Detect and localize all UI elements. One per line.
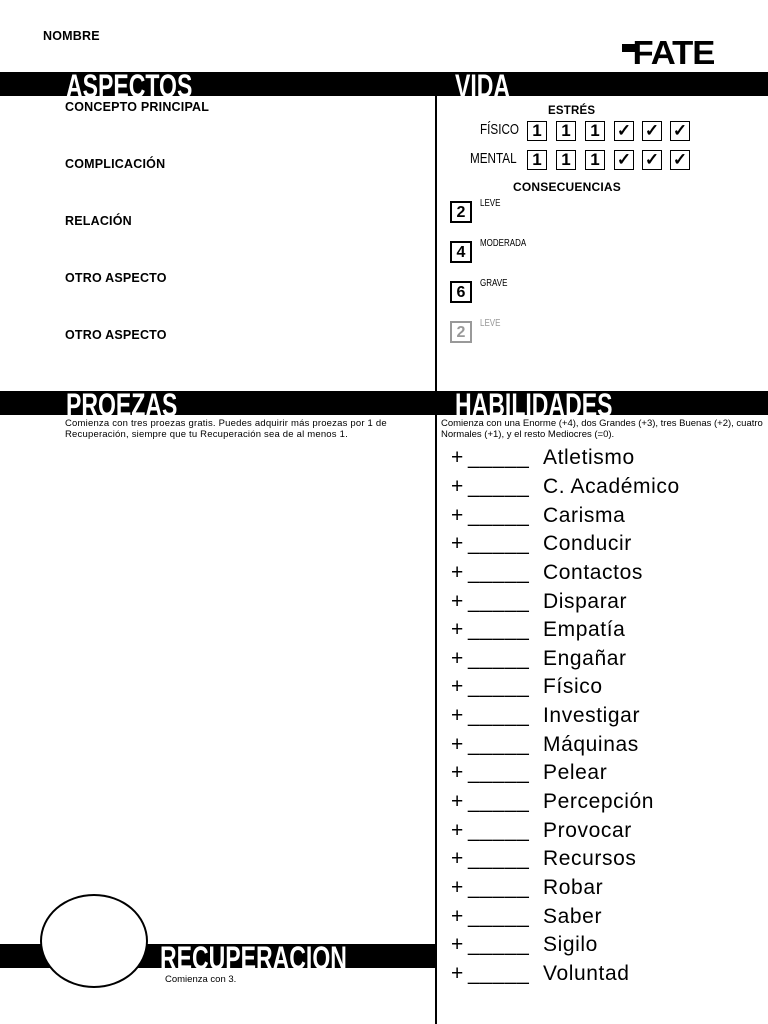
skills-description: Comienza con una Enorme (+4), dos Grandes (+3), tres Buenas (+2), cuatro Normales (+1), y el resto Mediocres (=0). xyxy=(441,418,763,440)
stunts-title: PROEZAS xyxy=(66,387,178,423)
stress-box[interactable]: ✓ xyxy=(614,150,634,170)
skill-name: C. Académico xyxy=(543,475,680,498)
consequences-label: CONSECUENCIAS xyxy=(513,180,621,194)
skill-name: Empatía xyxy=(543,618,626,641)
skill-plus: + xyxy=(451,761,464,784)
skill-plus: + xyxy=(451,790,464,813)
skill-plus: + xyxy=(451,733,464,756)
skill-name: Investigar xyxy=(543,704,641,727)
name-label: NOMBRE xyxy=(43,29,100,43)
aspect-label: OTRO ASPECTO xyxy=(65,271,167,285)
stress-box[interactable]: 1 xyxy=(585,121,605,141)
skill-rating-field[interactable]: _____ xyxy=(468,647,530,670)
consequence-label-optional: LEVE xyxy=(480,318,501,329)
skill-plus: + xyxy=(451,590,464,613)
aspect-label: OTRO ASPECTO xyxy=(65,328,167,342)
skill-rating-field[interactable]: _____ xyxy=(468,790,530,813)
skill-plus: + xyxy=(451,647,464,670)
skill-plus: + xyxy=(451,504,464,527)
stress-box[interactable]: 1 xyxy=(585,150,605,170)
refresh-note: Comienza con 3. xyxy=(165,974,237,985)
stress-box[interactable]: ✓ xyxy=(614,121,634,141)
skill-plus: + xyxy=(451,532,464,555)
skill-name: Carisma xyxy=(543,504,626,527)
aspect-label: CONCEPTO PRINCIPAL xyxy=(65,100,210,114)
stress-box[interactable]: 1 xyxy=(556,121,576,141)
consequence-label: GRAVE xyxy=(480,278,508,289)
skill-plus: + xyxy=(451,618,464,641)
skill-rating-field[interactable]: _____ xyxy=(468,675,530,698)
fate-logo-mark xyxy=(622,30,737,70)
skill-name: Sigilo xyxy=(543,933,598,956)
stress-box[interactable]: 1 xyxy=(527,121,547,141)
skill-plus: + xyxy=(451,475,464,498)
skill-name: Pelear xyxy=(543,761,608,784)
skill-rating-field[interactable]: _____ xyxy=(468,504,530,527)
consequence-value-box[interactable]: 6 xyxy=(450,281,472,303)
skill-plus: + xyxy=(451,561,464,584)
skill-name: Máquinas xyxy=(543,733,639,756)
skill-name: Recursos xyxy=(543,847,637,870)
skill-rating-field[interactable]: _____ xyxy=(468,590,530,613)
consequence-value-box[interactable]: 2 xyxy=(450,201,472,223)
stress-box[interactable]: 1 xyxy=(556,150,576,170)
stress-box[interactable]: ✓ xyxy=(642,121,662,141)
skill-rating-field[interactable]: _____ xyxy=(468,475,530,498)
skill-rating-field[interactable]: _____ xyxy=(468,704,530,727)
skill-name: Voluntad xyxy=(543,962,630,985)
refresh-circle[interactable] xyxy=(40,894,148,988)
aspect-label: RELACIÓN xyxy=(65,214,132,228)
skill-name: Saber xyxy=(543,905,603,928)
skill-rating-field[interactable]: _____ xyxy=(468,933,530,956)
stress-box[interactable]: ✓ xyxy=(670,121,690,141)
consequence-label: MODERADA xyxy=(480,238,527,249)
skill-name: Disparar xyxy=(543,590,628,613)
skill-rating-field[interactable]: _____ xyxy=(468,847,530,870)
skill-rating-field[interactable]: _____ xyxy=(468,446,530,469)
skill-name: Robar xyxy=(543,876,604,899)
skill-name: Contactos xyxy=(543,561,643,584)
fate-logo xyxy=(622,30,737,70)
stress-track-label: MENTAL xyxy=(470,150,517,167)
refresh-title: RECUPERACION xyxy=(160,940,347,976)
skill-name: Provocar xyxy=(543,819,632,842)
vida-title: VIDA xyxy=(455,68,511,104)
skill-rating-field[interactable]: _____ xyxy=(468,819,530,842)
skill-plus: + xyxy=(451,962,464,985)
skill-name: Engañar xyxy=(543,647,627,670)
skill-plus: + xyxy=(451,905,464,928)
skill-rating-field[interactable]: _____ xyxy=(468,618,530,641)
column-divider xyxy=(435,72,437,1024)
skill-name: Conducir xyxy=(543,532,632,555)
consequence-label: LEVE xyxy=(480,198,501,209)
skill-plus: + xyxy=(451,876,464,899)
consequence-value-box[interactable]: 4 xyxy=(450,241,472,263)
stress-track-label: FÍSICO xyxy=(480,121,520,138)
skills-title: HABILIDADES xyxy=(455,387,613,423)
stunts-description: Comienza con tres proezas gratis. Puedes adquirir más proezas por 1 de Recuperación, siempre que tu Recuperación sea de al menos 1. xyxy=(65,418,387,440)
skill-rating-field[interactable]: _____ xyxy=(468,876,530,899)
skill-rating-field[interactable]: _____ xyxy=(468,532,530,555)
skill-name: Físico xyxy=(543,675,603,698)
skill-name: Atletismo xyxy=(543,446,635,469)
consequence-value-box-optional[interactable]: 2 xyxy=(450,321,472,343)
skill-plus: + xyxy=(451,704,464,727)
skill-rating-field[interactable]: _____ xyxy=(468,962,530,985)
skill-rating-field[interactable]: _____ xyxy=(468,761,530,784)
aspects-title: ASPECTOS xyxy=(66,68,193,104)
stress-box[interactable]: ✓ xyxy=(642,150,662,170)
skill-rating-field[interactable]: _____ xyxy=(468,733,530,756)
skill-plus: + xyxy=(451,446,464,469)
skill-plus: + xyxy=(451,847,464,870)
aspect-label: COMPLICACIÓN xyxy=(65,157,166,171)
skill-name: Percepción xyxy=(543,790,655,813)
skill-rating-field[interactable]: _____ xyxy=(468,561,530,584)
stress-box[interactable]: 1 xyxy=(527,150,547,170)
stress-label: ESTRÉS xyxy=(548,105,596,117)
stress-box[interactable]: ✓ xyxy=(670,150,690,170)
skill-plus: + xyxy=(451,675,464,698)
skill-rating-field[interactable]: _____ xyxy=(468,905,530,928)
skill-plus: + xyxy=(451,933,464,956)
logo-text: FATE xyxy=(632,34,715,70)
skill-plus: + xyxy=(451,819,464,842)
